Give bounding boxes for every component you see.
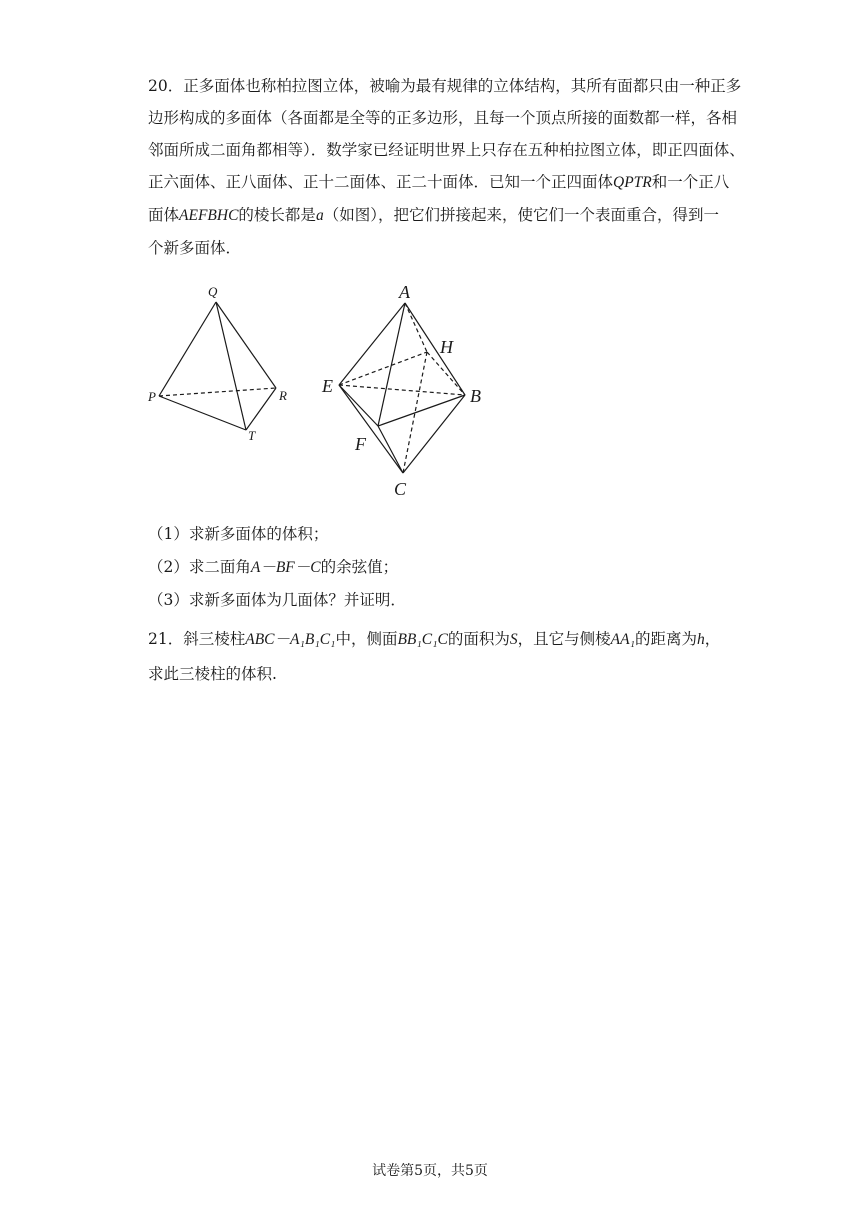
question-21-line-2: 求此三棱柱的体积. — [148, 665, 277, 683]
octahedron-name: AEFBHC — [179, 207, 239, 224]
edge-PT — [159, 396, 246, 430]
edge-AF — [378, 303, 405, 426]
lateral-face-name: BB₁C₁C — [397, 631, 448, 648]
label-P: P — [148, 389, 156, 404]
q20-line-4-text: 正六面体、正八面体、正十二面体、正二十面体．已知一个正四面体 — [148, 173, 614, 191]
polyhedra-diagram — [140, 280, 510, 510]
polyhedra-figure — [140, 280, 510, 510]
q20-line-1: 20．正多面体也称柏拉图立体，被喻为最有规律的立体结构，其所有面都只由一种正多 — [148, 77, 742, 95]
edge-AH-hidden — [405, 303, 427, 352]
edge-AB — [405, 303, 465, 395]
distance-symbol: h — [696, 631, 705, 648]
q20-line-5-tail: （如图），把它们拼接起来，使它们一个表面重合，得到一 — [323, 206, 719, 224]
question-20-stem — [148, 70, 745, 264]
q21-head: 21．斜三棱柱 — [148, 630, 246, 648]
q21-text-5: ， — [704, 630, 721, 648]
tetrahedron-name: QPTR — [613, 174, 652, 191]
label-A: A — [399, 282, 410, 302]
label-T: T — [248, 428, 256, 443]
edge-EF — [339, 385, 378, 426]
edge-PR-hidden — [159, 388, 276, 396]
q20-part-2-tail: 的余弦值； — [320, 558, 399, 576]
q20-line-5 — [148, 199, 718, 232]
edge-FC — [378, 426, 403, 473]
q20-line-3: 邻面所成二面角都相等）．数学家已经证明世界上只存在五种柏拉图立体，即正四面体、 — [148, 141, 745, 159]
q20-line-4 — [148, 166, 730, 199]
q20-line-6: 个新多面体． — [148, 239, 242, 257]
q21-text-2: 的面积为 — [447, 630, 510, 648]
edge-RT — [246, 388, 276, 430]
prism-name: ABC－A₁B₁C₁ — [245, 631, 336, 648]
edge-HB-hidden — [427, 352, 465, 395]
edge-QR — [216, 302, 276, 388]
q21-text-1: 中，侧面 — [335, 630, 398, 648]
edge-BC — [403, 395, 465, 473]
edge-name: AA₁ — [610, 631, 635, 648]
label-R: R — [279, 388, 287, 403]
q20-line-5-head: 面体 — [148, 206, 180, 224]
label-H: H — [440, 337, 453, 357]
q20-part-3: （3）求新多面体为几面体？并证明． — [148, 591, 406, 609]
question-21-line-1 — [148, 627, 720, 652]
dihedral-angle-name: A－BF－C — [250, 559, 321, 576]
q20-part-1: （1）求新多面体的体积； — [148, 525, 329, 543]
q21-text-4: 的距离为 — [634, 630, 697, 648]
q20-part-2 — [148, 555, 398, 580]
tetrahedron-drawing — [159, 302, 276, 430]
edge-EB-hidden — [339, 385, 465, 395]
q21-text-3: ，且它与侧棱 — [517, 630, 611, 648]
label-C: C — [394, 479, 407, 499]
edge-length-symbol: a — [315, 207, 324, 224]
page-footer: 试卷第5页，共5页 — [372, 1163, 488, 1179]
edge-QP — [159, 302, 216, 396]
label-Q: Q — [208, 284, 218, 299]
q20-part-2-head: （2）求二面角 — [148, 558, 251, 576]
label-E: E — [322, 376, 333, 396]
edge-EC — [339, 385, 403, 473]
label-B: B — [470, 386, 481, 406]
q20-line-2: 边形构成的多面体（各面都是全等的正多边形，且每一个顶点所接的面数都一样，各相 — [148, 109, 738, 127]
area-symbol: S — [509, 631, 518, 648]
edge-QT — [216, 302, 246, 430]
q20-line-4-tail: 和一个正八 — [651, 173, 730, 191]
q20-line-5-mid: 的棱长都是 — [238, 206, 316, 224]
label-F: F — [355, 434, 366, 454]
